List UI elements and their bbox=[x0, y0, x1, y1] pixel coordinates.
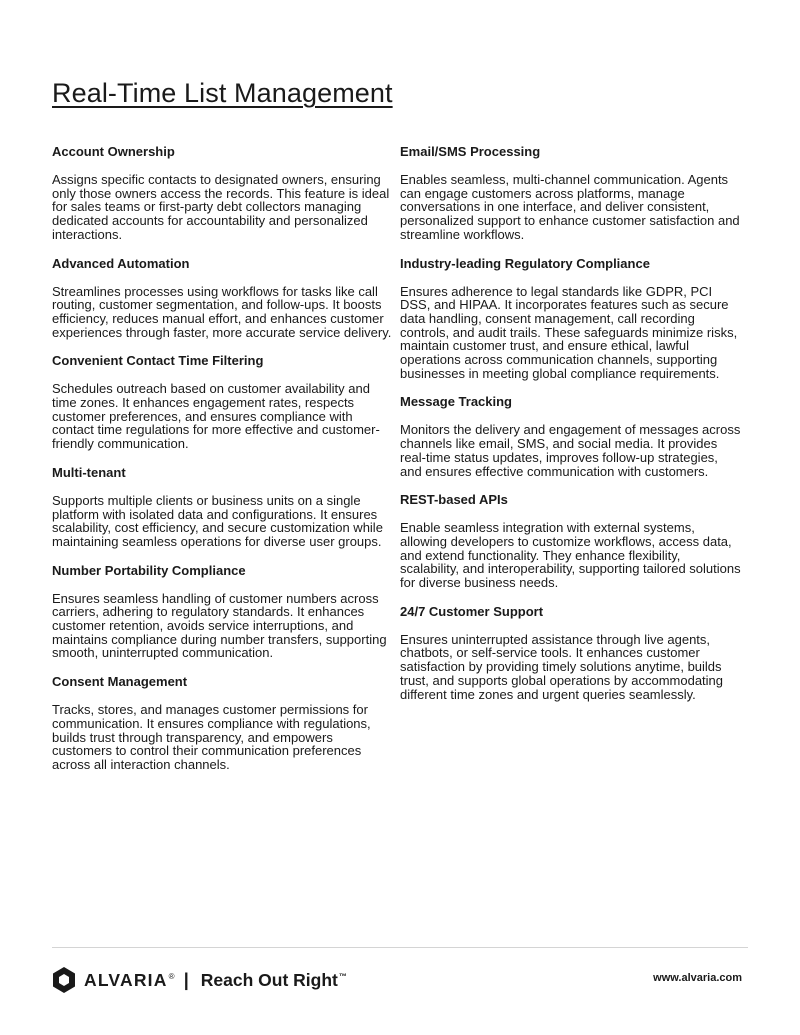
section-heading: Advanced Automation bbox=[52, 255, 190, 271]
trademark-mark: ™ bbox=[338, 971, 347, 981]
feature-multi-tenant bbox=[52, 465, 394, 549]
section-body: Streamlines processes using workflows for tasks like call routing, customer segmentation, and follow-ups. It boosts efficiency, reduces manual effort, and enhances customer experiences through faster, more accurate service delivery. bbox=[52, 283, 392, 340]
footer-divider bbox=[52, 947, 748, 948]
section-heading: Account Ownership bbox=[52, 144, 175, 159]
section-heading: Industry-leading Regulatory Compliance bbox=[400, 255, 650, 271]
section-heading: Message Tracking bbox=[400, 394, 512, 410]
footer-brand bbox=[52, 964, 347, 996]
section-body: Schedules outreach based on customer availability and time zones. It enhances engagement rates, respects customer preferences, and ensures compliance with contact time regulations for more effective and customer-friendly communication. bbox=[52, 381, 380, 452]
feature-email-sms-processing bbox=[400, 144, 742, 242]
section-heading: Email/SMS Processing bbox=[400, 144, 541, 159]
feature-consent-management bbox=[52, 674, 394, 772]
tagline-text: Reach Out Right bbox=[200, 969, 338, 990]
page-title: Real-Time List Management bbox=[52, 78, 393, 108]
section-heading: REST-based APIs bbox=[400, 492, 508, 508]
section-body: Monitors the delivery and engagement of messages across channels like email, SMS, and social media. It provides real-time status updates, improves follow-up strategies, and ensures effective communication with customers. bbox=[400, 422, 741, 479]
section-heading: 24/7 Customer Support bbox=[400, 603, 544, 619]
right-column bbox=[400, 144, 742, 715]
brand-name-text: ALVARIA bbox=[84, 969, 168, 990]
feature-rest-apis bbox=[400, 492, 742, 590]
section-heading: Convenient Contact Time Filtering bbox=[52, 353, 264, 369]
section-body: Assigns specific contacts to designated owners, ensuring only those owners access the records. This feature is ideal for sales teams or first-party debt collectors managing dedicated accounts for accountability and personalized interactions. bbox=[52, 172, 390, 242]
feature-advanced-automation bbox=[52, 256, 394, 340]
hexagon-logo-icon bbox=[52, 966, 76, 994]
section-body: Ensures seamless handling of customer numbers across carriers, adhering to regulatory standards. It enhances customer retention, avoids service interruptions, and maintains compliance during number transfers, supporting smooth, uninterrupted communication. bbox=[52, 590, 387, 661]
section-body: Ensures adherence to legal standards like GDPR, PCI DSS, and HIPAA. It incorporates features such as secure data handling, consent management, call recording controls, and audit trails. These safeguards minimize risks, maintain customer trust, and ensure ethical, lawful operations across communication channels, supporting businesses in meeting global compliance requirements. bbox=[400, 283, 738, 381]
section-body: Supports multiple clients or business units on a single platform with isolated data and configurations. It ensures scalability, cost efficiency, and secure customization while maintaining seamless operations for diverse user groups. bbox=[52, 492, 383, 549]
section-body: Enable seamless integration with external systems, allowing developers to customize workflows, access data, and extend functionality. They enhance flexibility, scalability, and interoperability, supporting tailored solutions for diverse business needs. bbox=[400, 520, 741, 591]
feature-contact-time-filtering bbox=[52, 353, 394, 451]
feature-number-portability bbox=[52, 563, 394, 661]
section-heading: Consent Management bbox=[52, 674, 188, 690]
website-link[interactable]: www.alvaria.com bbox=[653, 972, 742, 984]
feature-regulatory-compliance bbox=[400, 256, 742, 381]
brand-separator: | bbox=[183, 969, 189, 990]
section-body: Enables seamless, multi-channel communication. Agents can engage customers across platforms, manage conversations in one interface, and deliver consistent, personalized support to enhance customer satisfaction and streamline workflows. bbox=[400, 172, 740, 242]
tagline bbox=[201, 970, 347, 991]
section-heading: Number Portability Compliance bbox=[52, 562, 246, 578]
registered-mark: ® bbox=[168, 971, 176, 981]
feature-message-tracking bbox=[400, 394, 742, 478]
feature-customer-support bbox=[400, 604, 742, 702]
brand-name bbox=[84, 970, 176, 991]
section-body: Tracks, stores, and manages customer permissions for communication. It ensures compliance with regulations, builds trust through transparency, and empowers customers to control their communication preferences across all interaction channels. bbox=[52, 702, 371, 772]
left-column bbox=[52, 144, 394, 786]
section-body: Ensures uninterrupted assistance through live agents, chatbots, or self-service tools. It enhances customer satisfaction by providing timely solutions anytime, builds trust, and supports global operations by accommodating different time zones and urgent queries seamlessly. bbox=[400, 631, 724, 702]
feature-account-ownership bbox=[52, 144, 394, 242]
section-heading: Multi-tenant bbox=[52, 464, 126, 480]
